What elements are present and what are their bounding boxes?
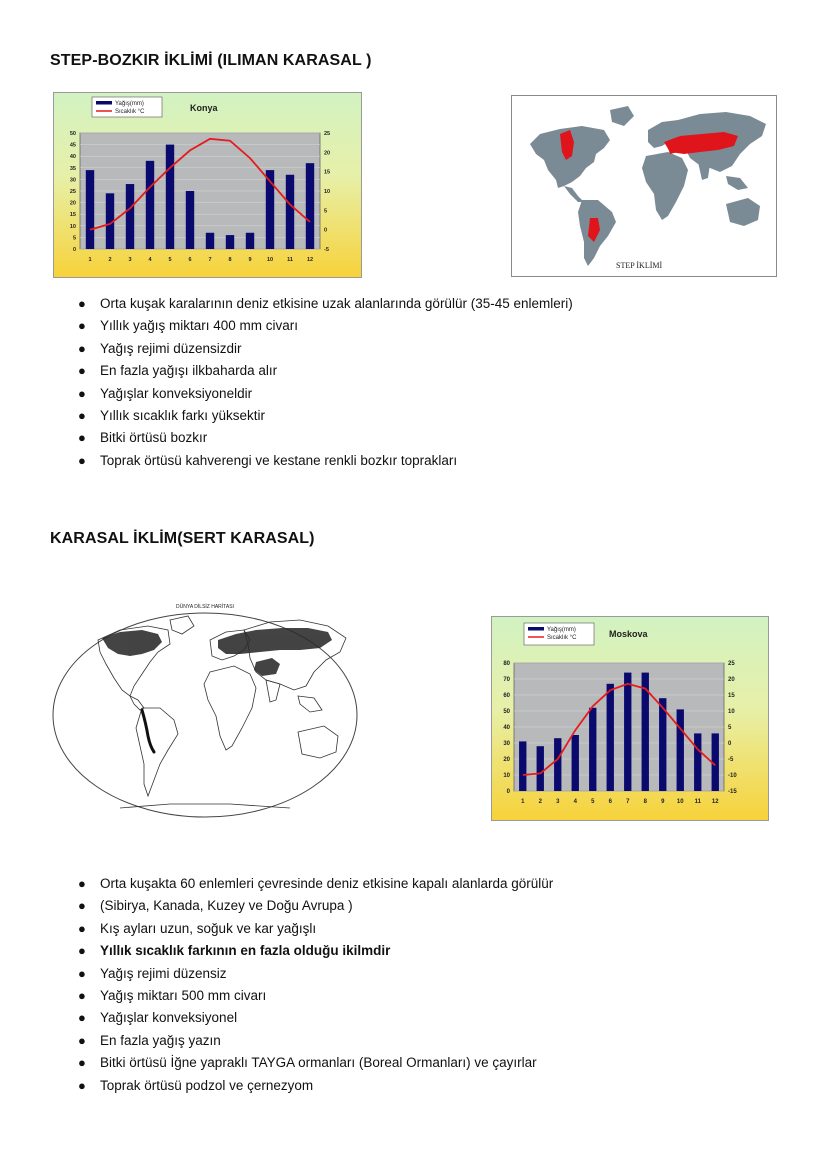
x-tick-label: 5 <box>591 799 595 805</box>
y-left-tick-label: 70 <box>503 677 510 683</box>
x-tick-label: 1 <box>88 257 92 263</box>
step-world-map <box>512 96 776 276</box>
list-item: ● Yağış rejimi düzensiz <box>78 963 553 985</box>
precipitation-bar <box>186 191 194 249</box>
list-item: ● (Sibirya, Kanada, Kuzey ve Doğu Avrupa ) <box>78 895 553 917</box>
y-left-tick-label: 10 <box>69 223 76 230</box>
chart-title: Moskova <box>609 629 648 639</box>
y-left-tick-label: 15 <box>69 212 76 219</box>
y-left-tick-label: 35 <box>69 165 76 172</box>
y-right-tick-label: 15 <box>728 693 735 699</box>
list-item: ● Yıllık sıcaklık farkının en fazla olduğu ikilmdir <box>78 940 553 962</box>
moskova-chart-svg <box>492 617 770 822</box>
precipitation-bar <box>589 708 596 791</box>
bullet-dot: ● <box>78 407 86 423</box>
bullet-dot: ● <box>78 1077 86 1093</box>
list-item: ● Yağış rejimi düzensizdir <box>78 338 573 360</box>
x-tick-label: 5 <box>168 257 172 263</box>
bullet-dot: ● <box>78 363 86 379</box>
y-left-tick-label: 25 <box>69 189 76 195</box>
x-tick-label: 12 <box>306 257 314 263</box>
y-left-tick-label: 20 <box>69 200 76 207</box>
y-left-tick-label: 80 <box>503 661 510 667</box>
precipitation-bar <box>286 175 294 249</box>
bullet-dot: ● <box>78 987 86 1003</box>
bullet-dot: ● <box>78 1055 86 1071</box>
konya-chart-svg <box>54 93 363 279</box>
y-left-tick-label: 0 <box>72 247 76 253</box>
y-right-tick-label: 0 <box>728 741 732 747</box>
y-left-tick-label: 30 <box>69 177 76 184</box>
x-tick-label: 8 <box>228 257 232 263</box>
x-tick-label: 4 <box>573 799 577 805</box>
list-item: ● Yıllık sıcaklık farkı yüksektir <box>78 405 573 427</box>
legend-bar-swatch <box>96 101 112 105</box>
y-left-tick-label: 30 <box>503 741 510 747</box>
list-item: ● Toprak örtüsü podzol ve çernezyom <box>78 1075 553 1097</box>
x-tick-label: 3 <box>556 799 560 805</box>
step-distribution-map <box>511 95 777 277</box>
moskova-climate-chart <box>491 616 769 821</box>
precipitation-bar <box>166 145 174 249</box>
precipitation-bar <box>677 709 684 791</box>
x-tick-label: 11 <box>694 799 701 805</box>
bullet-dot: ● <box>78 943 86 959</box>
map-australia <box>726 198 760 226</box>
precipitation-bar <box>537 746 544 791</box>
section2-bullet-list <box>78 873 553 1097</box>
y-left-tick-label: 50 <box>69 131 76 137</box>
legend-temperature-label: Sıcaklık °C <box>547 635 577 641</box>
bullet-dot: ● <box>78 920 86 936</box>
y-right-tick-label: -5 <box>728 757 734 763</box>
y-left-tick-label: 40 <box>503 725 510 731</box>
x-tick-label: 8 <box>643 799 647 805</box>
y-right-tick-label: -10 <box>728 773 737 779</box>
list-item: ● Yıllık yağış miktarı 400 mm civarı <box>78 315 573 337</box>
y-right-tick-label: 25 <box>324 131 331 137</box>
y-left-tick-label: 45 <box>69 142 76 149</box>
step-map-land <box>530 106 766 266</box>
list-item: ● Orta kuşakta 60 enlemleri çevresinde deniz etkisine kapalı alanlarda görülür <box>78 873 553 895</box>
y-right-tick-label: 25 <box>728 661 735 667</box>
y-right-tick-label: 20 <box>324 150 331 157</box>
y-left-tick-label: 10 <box>503 773 510 779</box>
precipitation-bar <box>86 170 94 249</box>
list-item: ● Orta kuşak karalarının deniz etkisine uzak alanlarında görülür (35-45 enlemleri) <box>78 293 573 315</box>
precipitation-bar <box>226 235 234 249</box>
legend-precipitation-label: Yağış(mm) <box>547 627 576 633</box>
y-right-tick-label: 10 <box>324 189 331 195</box>
bullet-dot: ● <box>78 965 86 981</box>
legend-precipitation-label: Yağış(mm) <box>115 101 144 107</box>
precipitation-bar <box>519 741 526 791</box>
section2-title: KARASAL İKLİM(SERT KARASAL) <box>50 530 315 547</box>
legend-temperature-label: Sıcaklık °C <box>115 109 145 115</box>
konya-climate-chart <box>53 92 362 278</box>
list-item: ● Kış ayları uzun, soğuk ve kar yağışlı <box>78 918 553 940</box>
karasal-world-map <box>50 600 360 820</box>
y-right-tick-label: -15 <box>728 789 737 795</box>
y-left-tick-label: 0 <box>506 789 510 795</box>
bullet-dot: ● <box>78 1010 86 1026</box>
x-tick-label: 12 <box>711 799 719 805</box>
y-right-tick-label: -5 <box>324 247 329 253</box>
bullet-dot: ● <box>78 318 86 334</box>
x-tick-label: 7 <box>626 799 630 805</box>
y-left-tick-label: 40 <box>69 154 76 161</box>
y-left-tick-label: 5 <box>72 235 76 242</box>
bullet-dot: ● <box>78 452 86 468</box>
precipitation-bar <box>624 673 631 791</box>
list-item: ● Yağışlar konveksiyoneldir <box>78 383 573 405</box>
section1-bullet-list <box>78 293 573 472</box>
karasal-distribution-map <box>50 600 360 820</box>
x-tick-label: 2 <box>108 257 112 263</box>
section1-title: STEP-BOZKIR İKLİMİ (ILIMAN KARASAL ) <box>50 52 372 69</box>
precipitation-bar <box>206 233 214 249</box>
map-greenland <box>610 106 634 126</box>
y-right-tick-label: 5 <box>324 208 328 215</box>
list-item: ● Yağışlar konveksiyonel <box>78 1007 553 1029</box>
bullet-dot: ● <box>78 1032 86 1048</box>
precipitation-bar <box>694 733 701 791</box>
list-item: ● Bitki örtüsü bozkır <box>78 427 573 449</box>
y-left-tick-label: 20 <box>503 757 510 763</box>
y-right-tick-label: 15 <box>324 169 331 176</box>
list-item: ● Toprak örtüsü kahverengi ve kestane renkli bozkır toprakları <box>78 450 573 472</box>
x-tick-label: 9 <box>661 799 665 805</box>
bullet-dot: ● <box>78 876 86 891</box>
x-tick-label: 6 <box>188 257 192 263</box>
list-item: ● Bitki örtüsü İğne yapraklı TAYGA ormanları (Boreal Ormanları) ve çayırlar <box>78 1052 553 1074</box>
map-africa <box>642 152 688 220</box>
map-india <box>698 162 710 180</box>
x-tick-label: 7 <box>208 257 212 263</box>
karasal-map-title: DÜNYA DİLSİZ HARİTASI <box>176 604 234 610</box>
y-right-tick-label: 0 <box>324 227 328 234</box>
y-right-tick-label: 20 <box>728 677 735 683</box>
x-tick-label: 10 <box>266 257 274 263</box>
bullet-dot: ● <box>78 898 86 914</box>
x-tick-label: 10 <box>676 799 684 805</box>
bullet-dot: ● <box>78 430 86 446</box>
map-southeast-asia <box>726 176 748 190</box>
precipitation-bar <box>607 684 614 791</box>
x-tick-label: 9 <box>248 257 252 263</box>
bullet-dot: ● <box>78 296 86 311</box>
legend-bar-swatch <box>528 627 544 631</box>
y-left-tick-label: 60 <box>503 693 510 699</box>
y-right-tick-label: 10 <box>728 709 735 715</box>
y-right-tick-label: 5 <box>728 725 732 731</box>
precipitation-bar <box>572 735 579 791</box>
x-tick-label: 1 <box>521 799 525 805</box>
precipitation-bar <box>306 163 314 249</box>
step-map-caption: STEP İKLİMİ <box>616 261 663 270</box>
x-tick-label: 6 <box>608 799 612 805</box>
y-left-tick-label: 50 <box>503 709 510 715</box>
x-tick-label: 2 <box>538 799 542 805</box>
list-item: ● Yağış miktarı 500 mm civarı <box>78 985 553 1007</box>
x-tick-label: 4 <box>148 257 152 263</box>
precipitation-bar <box>554 738 561 791</box>
x-tick-label: 11 <box>287 257 293 263</box>
precipitation-bar <box>126 184 134 249</box>
precipitation-bar <box>146 161 154 249</box>
map-central-america <box>564 186 584 202</box>
x-tick-label: 3 <box>128 257 132 263</box>
list-item: ● En fazla yağış yazın <box>78 1030 553 1052</box>
bullet-dot: ● <box>78 385 86 401</box>
list-item: ● En fazla yağışı ilkbaharda alır <box>78 360 573 382</box>
bullet-dot: ● <box>78 340 86 356</box>
chart-title: Konya <box>190 103 218 113</box>
precipitation-bar <box>246 233 254 249</box>
